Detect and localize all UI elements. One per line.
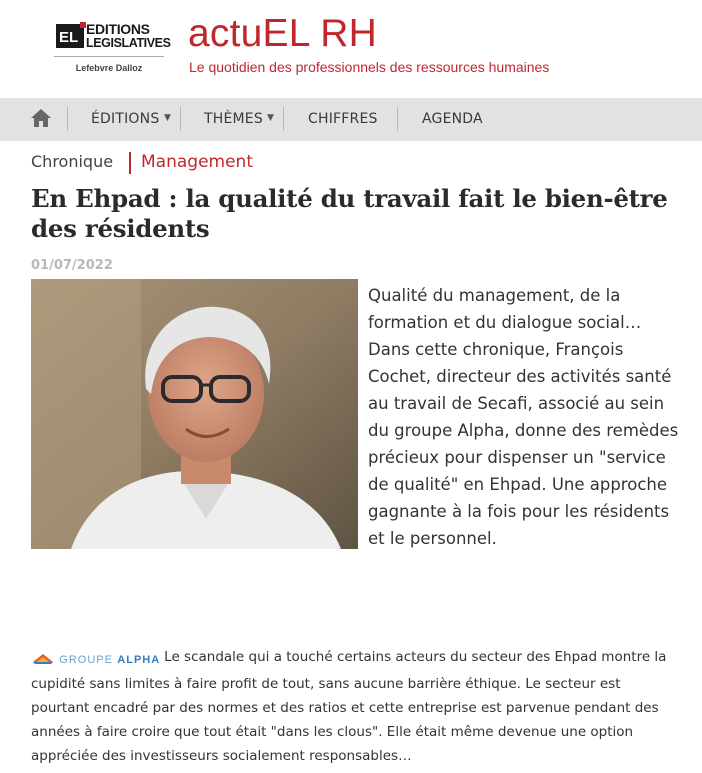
main-nav: [0, 98, 702, 141]
category-label[interactable]: Management: [141, 152, 253, 172]
section-label[interactable]: Chronique: [31, 152, 114, 171]
breadcrumb-divider: [129, 152, 131, 174]
site-title[interactable]: actuEL RH: [188, 12, 377, 55]
editions-legislatives-logo[interactable]: [54, 20, 171, 80]
nav-item-chiffres[interactable]: CHIFFRES: [308, 111, 378, 127]
logo-line2: LEGISLATIVES: [86, 36, 171, 50]
author-photo: [31, 279, 358, 549]
groupe-alpha-logo: GROUPE ALPHA: [31, 647, 160, 672]
site-header: [0, 0, 702, 98]
article-date: 01/07/2022: [31, 258, 113, 273]
nav-item-agenda[interactable]: AGENDA: [422, 111, 483, 127]
alpha-logo-icon: [31, 652, 55, 664]
site-tagline: Le quotidien des professionnels des ressources humaines: [189, 59, 550, 75]
nav-separator: [397, 107, 398, 131]
nav-separator: [180, 107, 181, 131]
nav-separator: [283, 107, 284, 131]
chevron-down-icon[interactable]: ▼: [267, 113, 274, 123]
portrait-image: [31, 279, 358, 549]
chevron-down-icon[interactable]: ▼: [164, 113, 171, 123]
logo-subline: Lefebvre Dalloz: [75, 63, 143, 73]
home-icon[interactable]: [30, 108, 52, 128]
nav-separator: [67, 107, 68, 131]
logo-line1: EDITIONS: [86, 21, 150, 37]
svg-text:EL: EL: [59, 29, 79, 46]
logo-divider: [54, 56, 164, 57]
el-logo-icon: [56, 22, 86, 50]
article-body-text: Le scandale qui a touché certains acteurs du secteur des Ehpad montre la cupidité sans limites à faire profit de tout, sans aucune barrière éthique. Le secteur est pourtant encadré par des normes et des ratios et cette entreprise est parvenue pendant des années à faire croire que tout était "dans les clous". Elle était même devenue une option appréciée des investisseurs socialement responsables…: [31, 649, 667, 764]
nav-item-editions[interactable]: ÉDITIONS: [91, 111, 160, 127]
nav-item-themes[interactable]: THÈMES: [204, 111, 263, 127]
article-lead: Qualité du management, de la formation et du dialogue social… Dans cette chronique, François Cochet, directeur des activités santé au travail de Secafi, associé au sein du groupe Alpha, donne des remèdes précieux pour dispenser un "service de qualité" en Ehpad. Une approche gagnante à la fois pour les résidents et le personnel.: [368, 286, 679, 548]
article-body: [31, 645, 681, 768]
article-title: En Ehpad : la qualité du travail fait le bien-être des résidents: [31, 184, 668, 243]
